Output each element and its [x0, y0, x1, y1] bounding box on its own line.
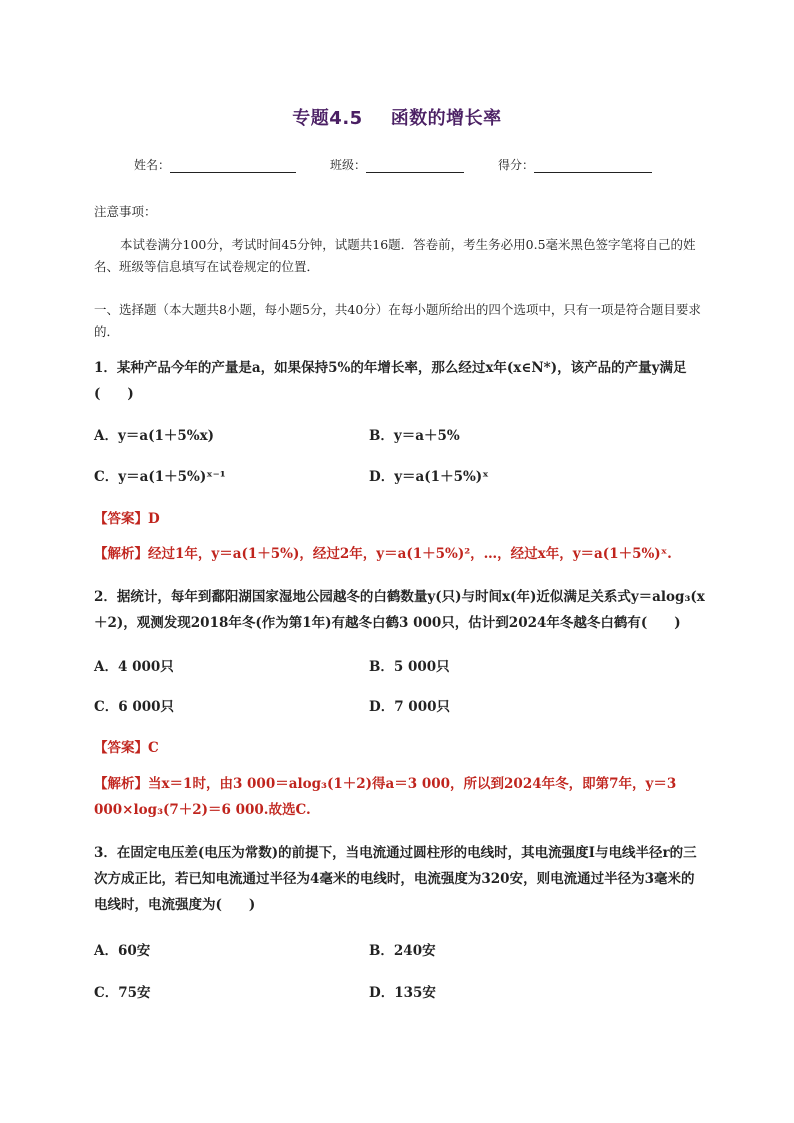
question-1-answer: 【答案】D [94, 511, 160, 527]
question-2-option-c: C．6 000只 [94, 699, 175, 715]
notice-heading: 注意事项： [94, 204, 157, 219]
question-3-option-a: A．60安 [94, 943, 151, 959]
page-title [0, 104, 794, 130]
student-info-row [134, 156, 674, 173]
notice-body: 本试卷满分100分，考试时间45分钟，试题共16题．答卷前，考生务必用0.5毫米黑色签字笔将自己的姓名、班级等信息填写在试卷规定的位置． [94, 237, 696, 274]
name-label: 姓名： [134, 158, 171, 172]
question-1-stem: 1．某种产品今年的产量是a，如果保持5%的年增长率，那么经过x年(x∈N*)，该产品的产量y满足( ) [94, 360, 687, 402]
class-blank[interactable] [366, 158, 464, 173]
score-blank[interactable] [534, 158, 652, 173]
question-1-option-c: C．y＝a(1＋5%)ˣ⁻¹ [94, 469, 226, 485]
question-2-explanation: 【解析】当x＝1时，由3 000＝alog₃(1＋2)得a＝3 000，所以到2024年冬，即第7年，y＝3 000×log₃(7＋2)＝6 000.故选C. [94, 776, 677, 818]
question-3-option-c: C．75安 [94, 985, 151, 1001]
title-topic-number: 专题4.5 [292, 108, 363, 129]
name-blank[interactable] [170, 158, 296, 173]
question-1-option-a: A．y＝a(1＋5%x) [94, 428, 215, 444]
question-1-option-d: D．y＝a(1＋5%)ˣ [369, 469, 489, 485]
question-3-option-b: B．240安 [369, 943, 436, 959]
question-2-option-a: A．4 000只 [94, 659, 174, 675]
question-2-option-b: B．5 000只 [369, 659, 450, 675]
question-1-option-b: B．y＝a＋5% [369, 428, 460, 444]
question-2-option-d: D．7 000只 [369, 699, 450, 715]
section-instructions: 一、选择题（本大题共8小题，每小题5分，共40分）在每小题所给出的四个选项中，只有一项是符合题目要求的． [94, 302, 701, 339]
question-3-option-d: D．135安 [369, 985, 436, 1001]
class-label: 班级： [330, 158, 367, 172]
title-topic-name: 函数的增长率 [390, 108, 502, 129]
question-2-stem: 2．据统计，每年到鄱阳湖国家湿地公园越冬的白鹤数量y(只)与时间x(年)近似满足关系式y＝alog₃(x＋2)，观测发现2018年冬(作为第1年)有越冬白鹤3 000只，估计到2024年冬越冬白鹤有( ) [94, 589, 705, 631]
question-1-explanation: 【解析】经过1年，y＝a(1＋5%)，经过2年，y＝a(1＋5%)²，…，经过x年，y＝a(1＋5%)ˣ. [94, 546, 672, 562]
question-3-stem: 3．在固定电压差(电压为常数)的前提下，当电流通过圆柱形的电线时，其电流强度I与电线半径r的三次方成正比，若已知电流通过半径为4毫米的电线时，电流强度为320安，则电流通过半径为3毫米的电线时，电流强度为( ) [94, 845, 697, 913]
question-2-answer: 【答案】C [94, 740, 159, 756]
score-label: 得分： [498, 158, 535, 172]
